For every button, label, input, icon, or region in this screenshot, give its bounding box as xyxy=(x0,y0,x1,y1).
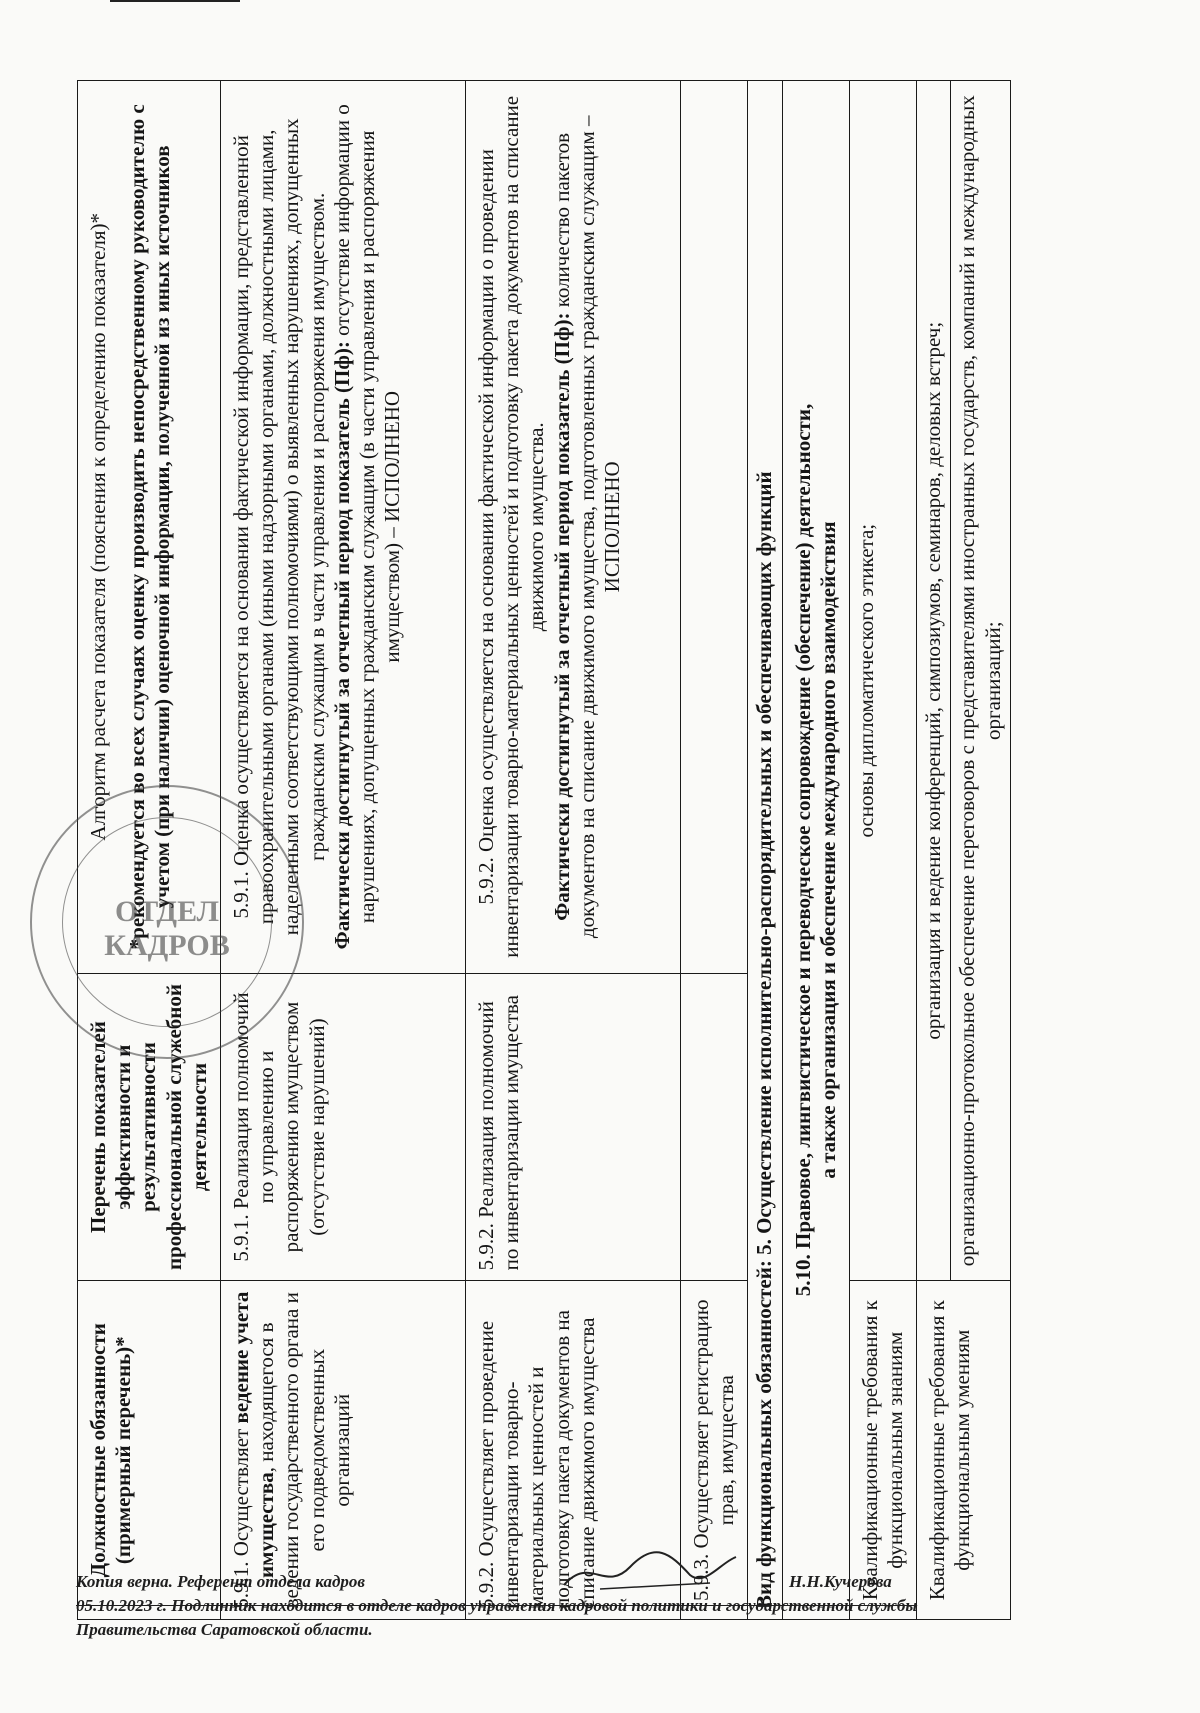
indicator-cell: 5.9.1. Реализация полномочий по управлению и распоряжению имуществом (отсутствие нарушений) xyxy=(220,973,465,1281)
certification-footer xyxy=(76,1570,1156,1641)
algorithm-cell xyxy=(465,81,680,974)
footer-line-2: 05.10.2023 г. Подлинник находится в отделе кадров управления кадровой политики и государственной службы xyxy=(76,1595,918,1615)
skills-item: организация и ведение конференций, симпозиумов, семинаров, деловых встреч; xyxy=(917,81,951,1281)
fact-text: отсутствие информации о нарушениях, допущенных гражданским служащим (в части управления и распоряжения имуществом) – ИСПОЛНЕНО xyxy=(329,104,405,924)
duty-cell xyxy=(220,1281,465,1620)
skills-item: организационно-протокольное обеспечение переговоров с представителями иностранных государств, компаний и международных организаций; xyxy=(951,81,1010,1281)
scan-edge-mark xyxy=(110,0,240,2)
seal-text-line-2: КАДРОВ xyxy=(104,929,230,962)
algorithm-cell xyxy=(680,81,747,974)
header-duties: Должностные обязанности (примерный перечень)* xyxy=(78,1281,221,1620)
header-algorithm-title: Алгоритм расчета показателя (пояснения к определению показателя)* xyxy=(86,213,110,841)
subsection-title xyxy=(782,81,849,1620)
table-row xyxy=(220,81,465,1620)
table-row xyxy=(680,81,747,1620)
skills-label: Квалификационные требования к функциональным умениям xyxy=(917,1281,1011,1620)
algorithm-text: 5.9.2. Оценка осуществляется на основании фактической информации о проведении инвентаризации товарно-материальных ценностей и подготовку пакета документов на списание движимого имущества. xyxy=(473,95,549,958)
duty-cell: 5.9.3. Осуществляет регистрацию прав, имущества xyxy=(680,1281,747,1620)
knowledge-row xyxy=(849,81,916,1620)
indicator-cell: 5.9.2. Реализация полномочий по инвентаризации имущества xyxy=(465,973,680,1281)
seal-text-line-1: ОТДЕЛ xyxy=(114,895,220,928)
header-algorithm-note: *рекомендуется во всех случаях оценку производить непосредственному руководителю с учетом (при наличии) оценочной информации, полученной из иных источников xyxy=(125,104,175,950)
subsection-line-1: 5.10. Правовое, лингвистическое и переводческое сопровождение (обеспечение) деятельности, xyxy=(790,403,815,1297)
table-header-row xyxy=(78,81,221,1620)
duties-table xyxy=(77,80,1011,1620)
duty-cell: 5.9.2. Осуществляет проведение инвентаризации товарно-материальных ценностей и подготовку пакета документов на списание движимого имущества xyxy=(465,1281,680,1620)
duty-bold: ведение учета имущества xyxy=(228,1291,279,1578)
duty-rest: , находящегося в ведении государственного органа и его подведомственных организаций xyxy=(254,1292,354,1609)
section-row xyxy=(748,81,782,1620)
subsection-row xyxy=(782,81,849,1620)
fact-label: Фактически достигнутый за отчетный период показатель (Пф): xyxy=(329,341,354,950)
header-indicators: Перечень показателей эффективности и результативности профессиональной служебной деятельности xyxy=(78,973,221,1281)
header-algorithm xyxy=(78,81,221,974)
knowledge-item: основы дипломатического этикета; xyxy=(849,81,916,1281)
fact-text: количество пакетов документов на списание движимого имущества, подготовленных гражданским служащим – ИСПОЛНЕНО xyxy=(549,115,624,939)
rotated-document-page xyxy=(77,80,1137,1620)
indicator-cell xyxy=(680,973,747,1281)
section-title: Вид функциональных обязанностей: 5. Осуществление исполнительно-распорядительных и обеспечивающих функций xyxy=(748,81,782,1620)
fact-label: Фактически достигнутый за отчетный период показатель (Пф): xyxy=(549,312,574,921)
subsection-line-2: а также организация и обеспечение международного взаимодействия xyxy=(815,521,840,1179)
skills-row xyxy=(917,81,951,1620)
footer-line-3: Правительства Саратовской области. xyxy=(76,1619,373,1639)
knowledge-label: Квалификационные требования к функциональным знаниям xyxy=(849,1281,916,1620)
footer-signer: Н.Н.Кучерова xyxy=(789,1572,892,1591)
duty-prefix: 5.9.1. Осуществляет xyxy=(228,1423,253,1609)
algorithm-cell xyxy=(220,81,465,974)
footer-line-1: Копия верна. Референт отдела кадров xyxy=(76,1572,365,1591)
algorithm-text: 5.9.1. Оценка осуществляется на основании фактической информации, представленной правоохранительными органами (иными надзорными органами, должностными лицами, наделенными соответствующими полномочиями) о выявленных нарушениях, допущенных гражданским служащим в части управления и распоряжения имуществом. xyxy=(228,118,329,936)
table-row xyxy=(465,81,680,1620)
